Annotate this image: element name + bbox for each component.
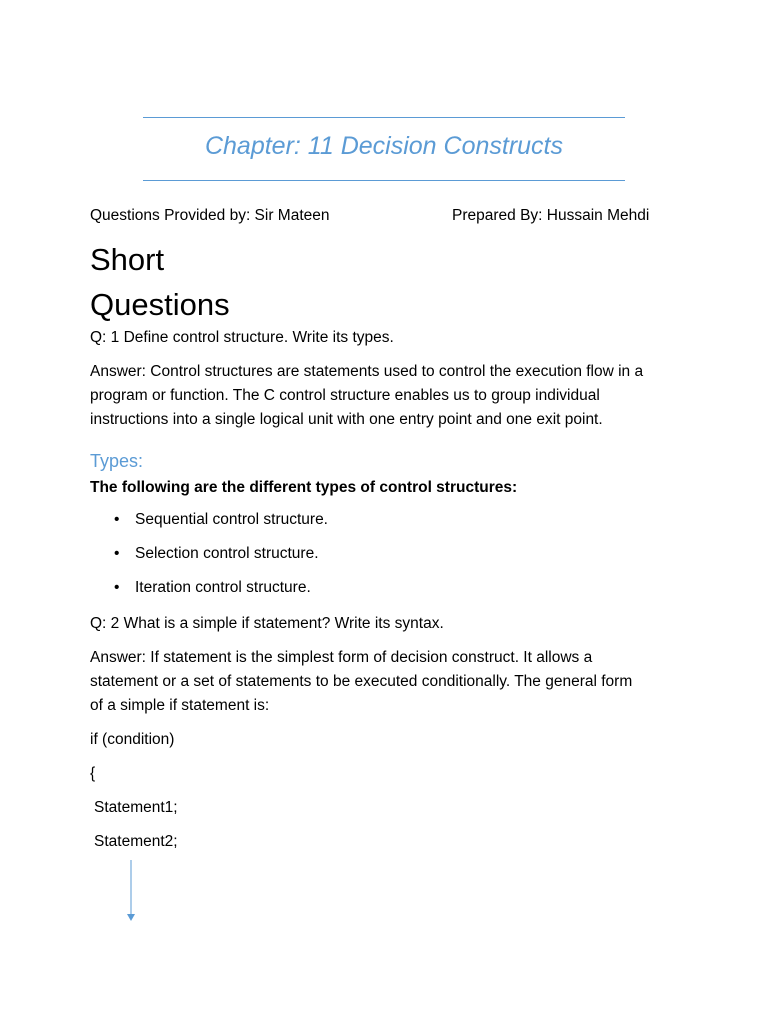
code-line: if (condition) (90, 731, 175, 748)
answer-1 (90, 360, 690, 432)
list-item (90, 576, 690, 610)
list-item-text: Selection control structure. (135, 545, 319, 562)
question-1: Q: 1 Define control structure. Write its types. (90, 329, 394, 346)
chapter-title: Chapter: 11 Decision Constructs (204, 132, 564, 160)
section-heading-line2: Questions (90, 287, 230, 322)
list-item-text: Sequential control structure. (135, 511, 328, 528)
types-intro: The following are the different types of control structures: (90, 479, 518, 496)
section-heading (90, 237, 230, 327)
credits-line (90, 204, 690, 228)
question-2: Q: 2 What is a simple if statement? Write its syntax. (90, 615, 444, 632)
answer-2-line: Answer: If statement is the simplest form of decision construct. It allows a (90, 649, 593, 666)
types-heading: Types: (90, 451, 144, 471)
types-list (90, 508, 690, 610)
list-item (90, 542, 690, 576)
code-line: Statement1; (94, 799, 178, 816)
answer-1-line: program or function. The C control structure enables us to group individual (90, 387, 600, 404)
section-heading-line1: Short (90, 242, 165, 277)
answer-2-line: of a simple if statement is: (90, 697, 270, 714)
answer-1-line: instructions into a single logical unit with one entry point and one exit point. (90, 411, 603, 428)
bullet-icon: • (114, 511, 120, 528)
code-line: Statement2; (94, 833, 178, 850)
bullet-icon: • (114, 545, 120, 562)
bullet-icon: • (114, 579, 120, 596)
rule-bottom (143, 180, 625, 181)
code-line: { (90, 765, 96, 782)
list-item (90, 508, 690, 542)
list-item-text: Iteration control structure. (135, 579, 311, 596)
questions-provided-by: Questions Provided by: Sir Mateen (90, 207, 330, 224)
down-arrow-icon (124, 860, 138, 924)
rule-top (143, 117, 625, 118)
answer-2-line: statement or a set of statements to be executed conditionally. The general form (90, 673, 633, 690)
answer-1-line: Answer: Control structures are statements used to control the execution flow in a (90, 363, 644, 380)
answer-2 (90, 646, 690, 718)
prepared-by: Prepared By: Hussain Mehdi (452, 207, 650, 224)
